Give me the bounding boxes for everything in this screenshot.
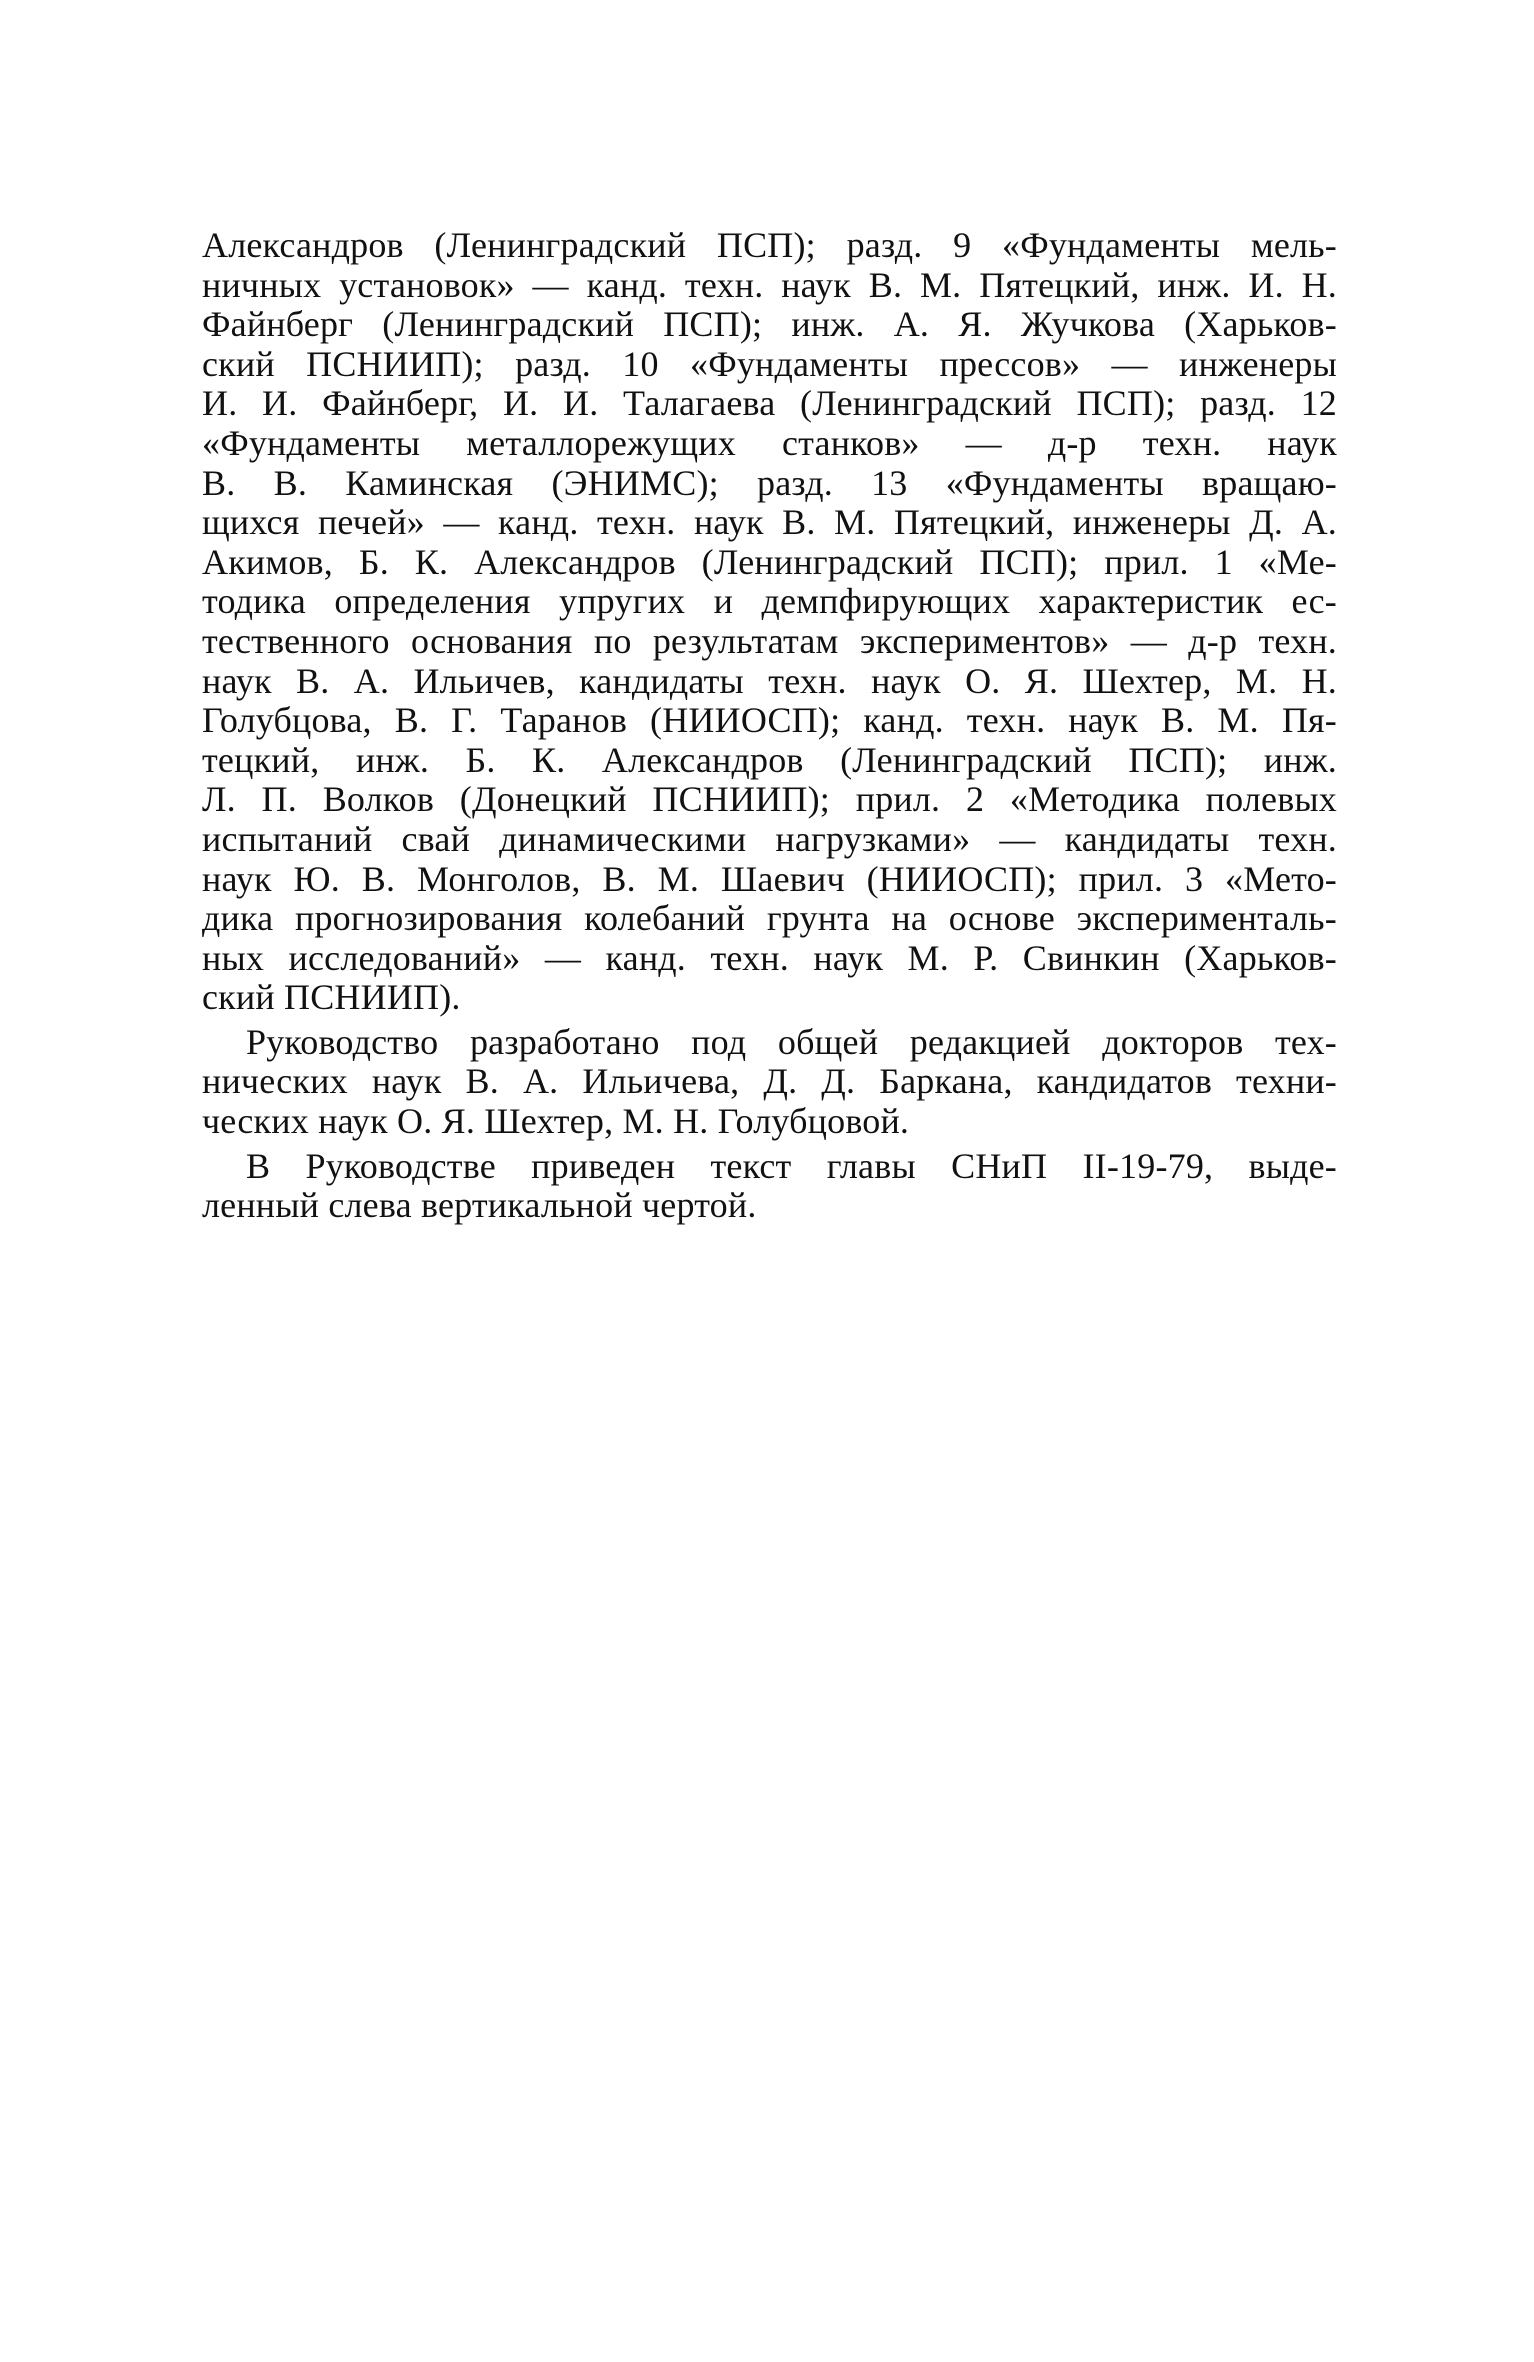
text-line: тецкий, инж. Б. К. Александров (Ленинградский ПСП); инж. [202, 739, 1337, 780]
body-text [202, 226, 1337, 1226]
text-line: щихся печей» — канд. техн. наук В. М. Пятецкий, инженеры Д. А. [202, 502, 1337, 543]
paragraph-authors [202, 226, 1337, 1018]
text-line: Акимов, Б. К. Александров (Ленинградский ПСП); прил. 1 «Ме- [202, 541, 1337, 582]
text-line: И. И. Файнберг, И. И. Талагаева (Ленинградский ПСП); разд. 12 [202, 383, 1337, 424]
text-line: наук Ю. В. Монголов, В. М. Шаевич (НИИОСП); прил. 3 «Мето- [202, 858, 1337, 899]
text-line: Голубцова, В. Г. Таранов (НИИОСП); канд. техн. наук В. М. Пя- [202, 700, 1337, 741]
text-line: тодика определения упругих и демпфирующих характеристик ес- [202, 581, 1337, 622]
text-line: нических наук В. А. Ильичева, Д. Д. Баркана, кандидатов техни- [202, 1061, 1337, 1102]
text-line: дика прогнозирования колебаний грунта на основе эксперименталь- [202, 898, 1337, 939]
text-line: испытаний свай динамическими нагрузками» — кандидаты техн. [202, 818, 1337, 859]
paragraph-snip-note [202, 1147, 1337, 1226]
text-line: Александров (Ленинградский ПСП); разд. 9 «Фундаменты мель- [202, 225, 1337, 265]
text-line: ский ПСНИИП); разд. 10 «Фундаменты прессов» — инженеры [202, 343, 1337, 384]
text-line: наук В. А. Ильичев, кандидаты техн. наук О. Я. Шехтер, М. Н. [202, 660, 1337, 701]
text-line: ничных установок» — канд. техн. наук В. М. Пятецкий, инж. И. Н. [202, 264, 1337, 305]
text-line: тественного основания по результатам экспериментов» — д-р техн. [202, 620, 1337, 661]
text-line: Л. П. Волков (Донецкий ПСНИИП); прил. 2 «Методика полевых [202, 779, 1337, 820]
text-line: «Фундаменты металлорежущих станков» — д-р техн. наук [202, 422, 1337, 463]
text-line: ных исследований» — канд. техн. наук М. Р. Свинкин (Харьков- [202, 937, 1337, 978]
paragraph-editors [202, 1023, 1337, 1142]
text-line: Файнберг (Ленинградский ПСП); инж. А. Я. Жучкова (Харьков- [202, 304, 1337, 345]
text-line: В. В. Каминская (ЭНИМС); разд. 13 «Фундаменты вращаю- [202, 462, 1337, 503]
text-line: ленный слева вертикальной чертой. [202, 1185, 757, 1226]
text-line: ский ПСНИИП). [202, 977, 461, 1018]
text-line: В Руководстве приведен текст главы СНиП II-19-79, выде- [246, 1145, 1337, 1186]
text-line: Руководство разработано под общей редакцией докторов тех- [246, 1021, 1337, 1062]
text-line: ческих наук О. Я. Шехтер, М. Н. Голубцовой. [202, 1101, 910, 1142]
